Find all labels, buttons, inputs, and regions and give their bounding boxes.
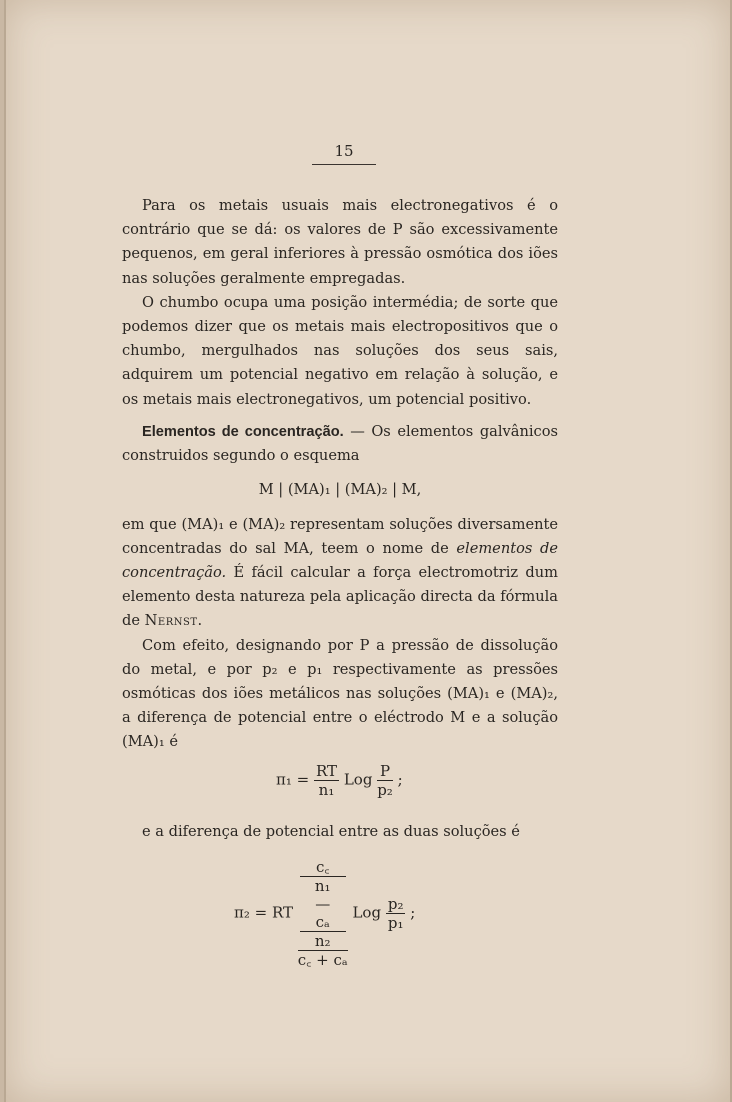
section-text: — Os elementos galvânicos construidos segundo o esquema — [122, 423, 558, 465]
formula-2-denominator: c꜀ + cₐ — [297, 951, 348, 969]
formula-2-frac-a — [300, 858, 346, 895]
section-heading: Elementos de concentração. — [142, 424, 344, 440]
text-block-1 — [122, 194, 558, 412]
formula-1 — [276, 762, 403, 799]
formula-2-frac-b — [300, 913, 346, 950]
formula-1-end: ; — [397, 770, 403, 789]
formula-1-frac-rt — [314, 762, 339, 799]
frac-num: c꜀ — [300, 858, 346, 877]
frac-num: p₂ — [387, 895, 404, 913]
author-name: Nernst. — [144, 612, 203, 630]
paragraph-1: Para os metais usuais mais electronegativos é o contrário que se dá: os valores de P são excessivamente pequenos, em geral inferiores à pressão osmótica dos iões nas soluções geralmente empregadas. — [122, 197, 558, 287]
formula-1-frac-p — [377, 762, 393, 799]
frac-num: P — [377, 762, 393, 781]
paragraph-3-text-b: É fácil calcular a força electromotriz dum elemento desta natureza pela aplicação directa da fórmula de — [122, 564, 558, 630]
formula-2-big-frac — [298, 858, 348, 969]
section-paragraph — [122, 420, 558, 468]
frac-num: RT — [316, 762, 338, 780]
formula-2-log: Log — [352, 903, 382, 922]
text-block-2 — [122, 420, 558, 755]
book-page — [4, 0, 732, 1102]
scheme-formula: M | (MA)₁ | (MA)₂ | M, — [258, 481, 422, 499]
paragraph-5: e a diferença de potencial entre as duas soluções é — [142, 823, 520, 840]
page-number: 15 — [312, 142, 376, 165]
frac-den: n₂ — [314, 932, 331, 950]
formula-1-lhs: π₁ = — [276, 770, 310, 789]
text-block-3 — [122, 820, 558, 844]
formula-1-log: Log — [343, 770, 373, 789]
frac-num: cₐ — [300, 913, 346, 932]
paragraph-2: O chumbo ocupa uma posição intermédia; de sorte que podemos dizer que os metais mais electropositivos que o chumbo, mergulhados nas soluções dos seus sais, adquirem um potencial negativo em relação à solução, e os metais mais electronegativos, um potencial positivo. — [122, 293, 558, 408]
paragraph-3-text-a: em que (MA)₁ e (MA)₂ representam soluções diversamente concentradas do sal MA, teem o nome de — [122, 515, 558, 557]
frac-den: p₂ — [377, 781, 393, 799]
frac-den: n₁ — [318, 781, 335, 799]
formula-2-frac-p — [386, 895, 406, 932]
formula-2-end: ; — [410, 903, 416, 922]
formula-2 — [234, 858, 415, 969]
formula-2-numerator — [298, 858, 348, 951]
formula-2-lhs: π₂ = RT — [234, 903, 294, 922]
paragraph-3 — [122, 513, 558, 634]
frac-den: p₁ — [387, 914, 404, 932]
formula-2-minus: — — [315, 895, 331, 913]
paragraph-3-italic: elementos de concentração. — [122, 539, 558, 582]
frac-den: n₁ — [314, 877, 331, 895]
paragraph-4: Com efeito, designando por P a pressão de dissolução do metal, e por p₂ e p₁ respectivamente as pressões osmóticas dos iões metálicos nas soluções (MA)₁ e (MA)₂, a diferença de potencial entre o eléctrodo M e a solução (MA)₁ é — [122, 636, 558, 751]
